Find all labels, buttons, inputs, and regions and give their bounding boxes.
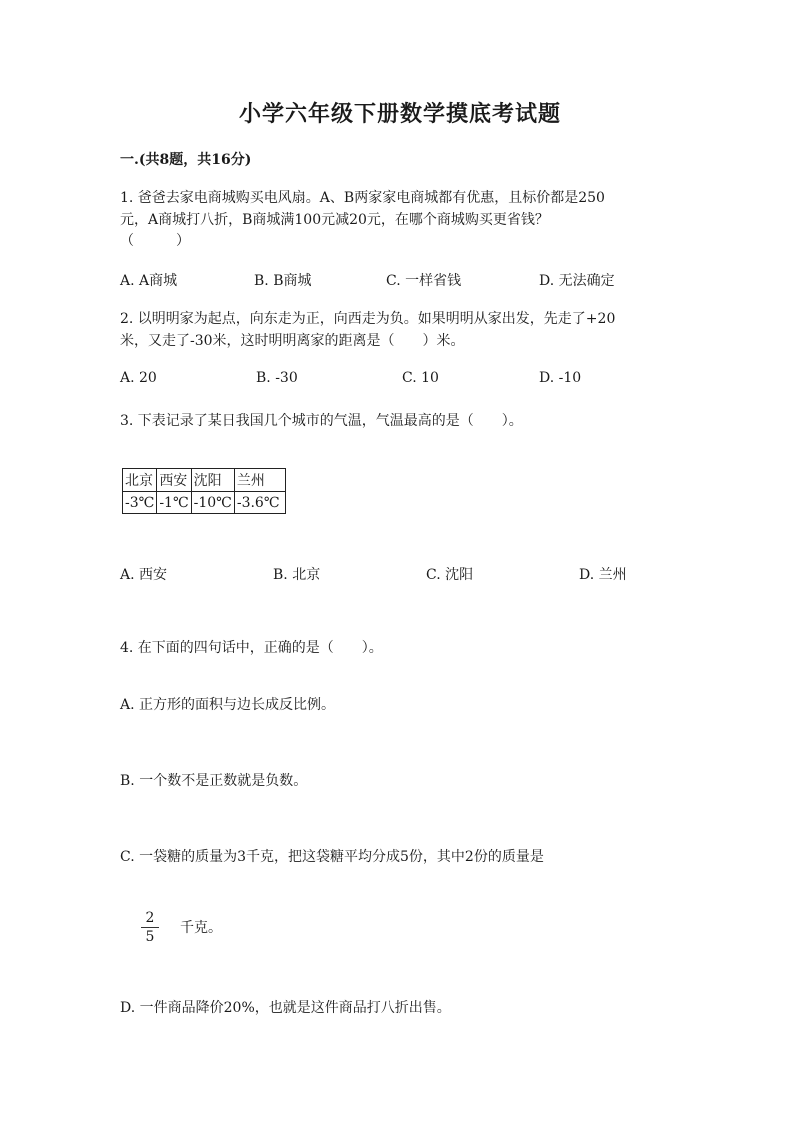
question-2-line-2: 米，又走了-30米，这时明明离家的距离是（ ）米。 xyxy=(120,333,465,349)
table-cell-temperature: -10℃ xyxy=(191,492,234,514)
table-cell-city: 西安 xyxy=(157,469,191,492)
question-2-option-a: A. 20 xyxy=(120,370,157,386)
question-2-line-1: 2. 以明明家为起点，向东走为正，向西走为负。如果明明从家出发，先走了+20 xyxy=(120,311,616,327)
question-4-option-c-tail: 千克。 xyxy=(180,920,222,936)
question-1-option-c: C. 一样省钱 xyxy=(386,273,462,289)
question-1-line-1: 1. 爸爸去家电商城购买电风扇。A、B两家家电商城都有优惠，且标价都是250 xyxy=(120,190,605,206)
page-title: 小学六年级下册数学摸底考试题 xyxy=(238,101,561,127)
table-cell-temperature: -1℃ xyxy=(157,492,191,514)
question-1-option-a: A. A商城 xyxy=(120,273,178,289)
question-3-option-b: B. 北京 xyxy=(273,567,321,583)
table-cell-temperature: -3℃ xyxy=(123,492,157,514)
table-cell-city: 兰州 xyxy=(234,469,285,492)
question-1-answer-blank: （ ） xyxy=(120,233,190,249)
question-3-option-a: A. 西安 xyxy=(120,567,168,583)
question-1-line-2: 元，A商城打八折，B商城满100元减20元，在哪个商城购买更省钱？ xyxy=(120,212,549,228)
table-cell-temperature: -3.6℃ xyxy=(234,492,285,514)
table-cell-city: 沈阳 xyxy=(191,469,234,492)
question-2-option-d: D. -10 xyxy=(539,370,582,386)
table-row-temperatures xyxy=(123,492,286,514)
question-1-option-d: D. 无法确定 xyxy=(539,273,615,289)
question-4-line-1: 4. 在下面的四句话中，正确的是（ ）。 xyxy=(120,640,383,656)
fraction-two-fifths xyxy=(141,910,159,945)
temperature-table xyxy=(122,468,286,514)
question-3-line-1: 3. 下表记录了某日我国几个城市的气温，气温最高的是（ ）。 xyxy=(120,413,523,429)
question-1-option-b: B. B商城 xyxy=(254,273,312,289)
question-4-option-b: B. 一个数不是正数就是负数。 xyxy=(120,773,308,789)
question-4-option-a: A. 正方形的面积与边长成反比例。 xyxy=(120,697,336,713)
fraction-numerator: 2 xyxy=(145,910,155,926)
question-4-option-c: C. 一袋糖的质量为3千克，把这袋糖平均分成5份，其中2份的质量是 xyxy=(120,849,544,865)
question-2-option-c: C. 10 xyxy=(402,370,439,386)
section-heading: 一.(共8题，共16分) xyxy=(120,152,252,168)
table-cell-city: 北京 xyxy=(123,469,157,492)
question-3-option-d: D. 兰州 xyxy=(579,567,627,583)
fraction-denominator: 5 xyxy=(145,929,155,945)
question-2-option-b: B. -30 xyxy=(256,370,298,386)
table-row-cities xyxy=(123,469,286,492)
fraction-bar xyxy=(141,927,159,928)
question-4-option-d: D. 一件商品降价20%，也就是这件商品打八折出售。 xyxy=(120,1000,451,1016)
question-3-option-c: C. 沈阳 xyxy=(426,567,474,583)
